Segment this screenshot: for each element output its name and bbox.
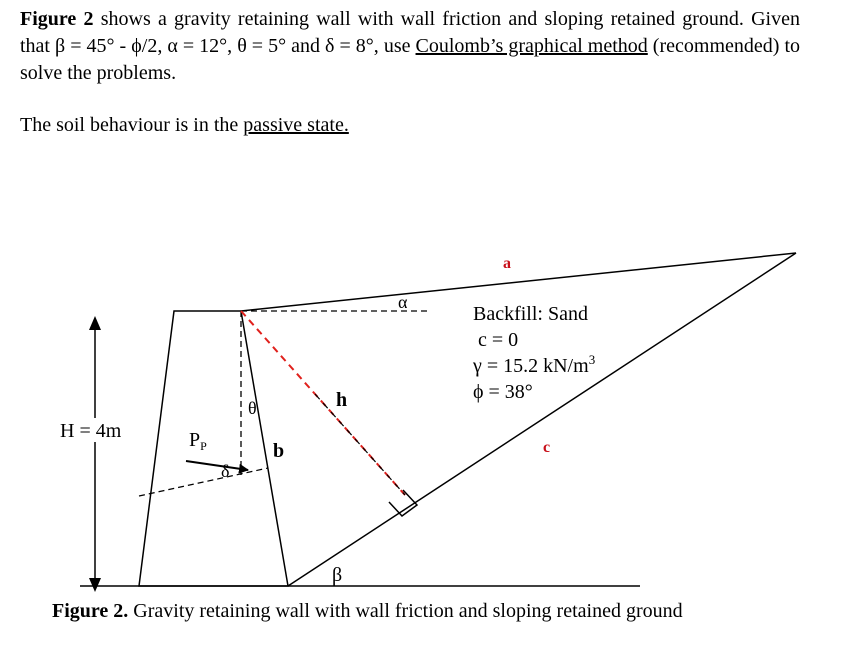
caption-text: Gravity retaining wall with wall friction and sloping retained ground xyxy=(128,600,683,622)
label-b: b xyxy=(273,440,285,462)
problem-text-1: shows a gravity retaining wall with wall friction and sloping retained ground. Given that β = 45° - ϕ/2, α = 12°, θ = 5° and δ = 8°, use xyxy=(20,8,800,57)
backfill-title: Backfill: Sand xyxy=(473,303,588,325)
label-pp xyxy=(189,429,207,453)
soil-state-prefix: The soil behaviour is in the xyxy=(20,114,244,136)
height-h-black-line xyxy=(315,394,405,495)
figure-caption xyxy=(52,600,683,623)
caption-prefix: Figure 2. xyxy=(52,600,129,622)
figure-reference: Figure 2 xyxy=(20,8,94,30)
label-c: c xyxy=(543,439,551,456)
retaining-wall xyxy=(139,311,288,586)
cohesion-value: c = 0 xyxy=(478,329,519,351)
friction-angle-value: ϕ = 38° xyxy=(473,381,533,403)
unit-weight-value xyxy=(472,352,595,377)
label-alpha: α xyxy=(398,292,408,312)
height-arrow-top xyxy=(89,316,101,330)
unit-weight-main: γ = 15.2 kN/m xyxy=(473,355,589,377)
label-theta: θ xyxy=(248,398,257,418)
coulomb-method-link: Coulomb’s graphical method xyxy=(415,35,648,57)
height-label: H = 4m xyxy=(60,420,122,442)
label-delta: δ xyxy=(221,461,230,481)
problem-text-2: (recommended) to solve the problems. xyxy=(20,35,800,84)
label-h: h xyxy=(336,389,348,411)
label-pp-main: P xyxy=(189,429,201,451)
label-beta: β xyxy=(332,564,343,586)
unit-weight-exponent: 3 xyxy=(588,352,596,367)
pp-force-arrow xyxy=(186,461,248,470)
wall-normal-line xyxy=(139,468,268,496)
label-a: a xyxy=(503,255,511,272)
passive-state-link: passive state. xyxy=(243,114,349,136)
label-pp-subscript: P xyxy=(200,439,207,453)
height-arrow-bottom xyxy=(89,578,101,592)
